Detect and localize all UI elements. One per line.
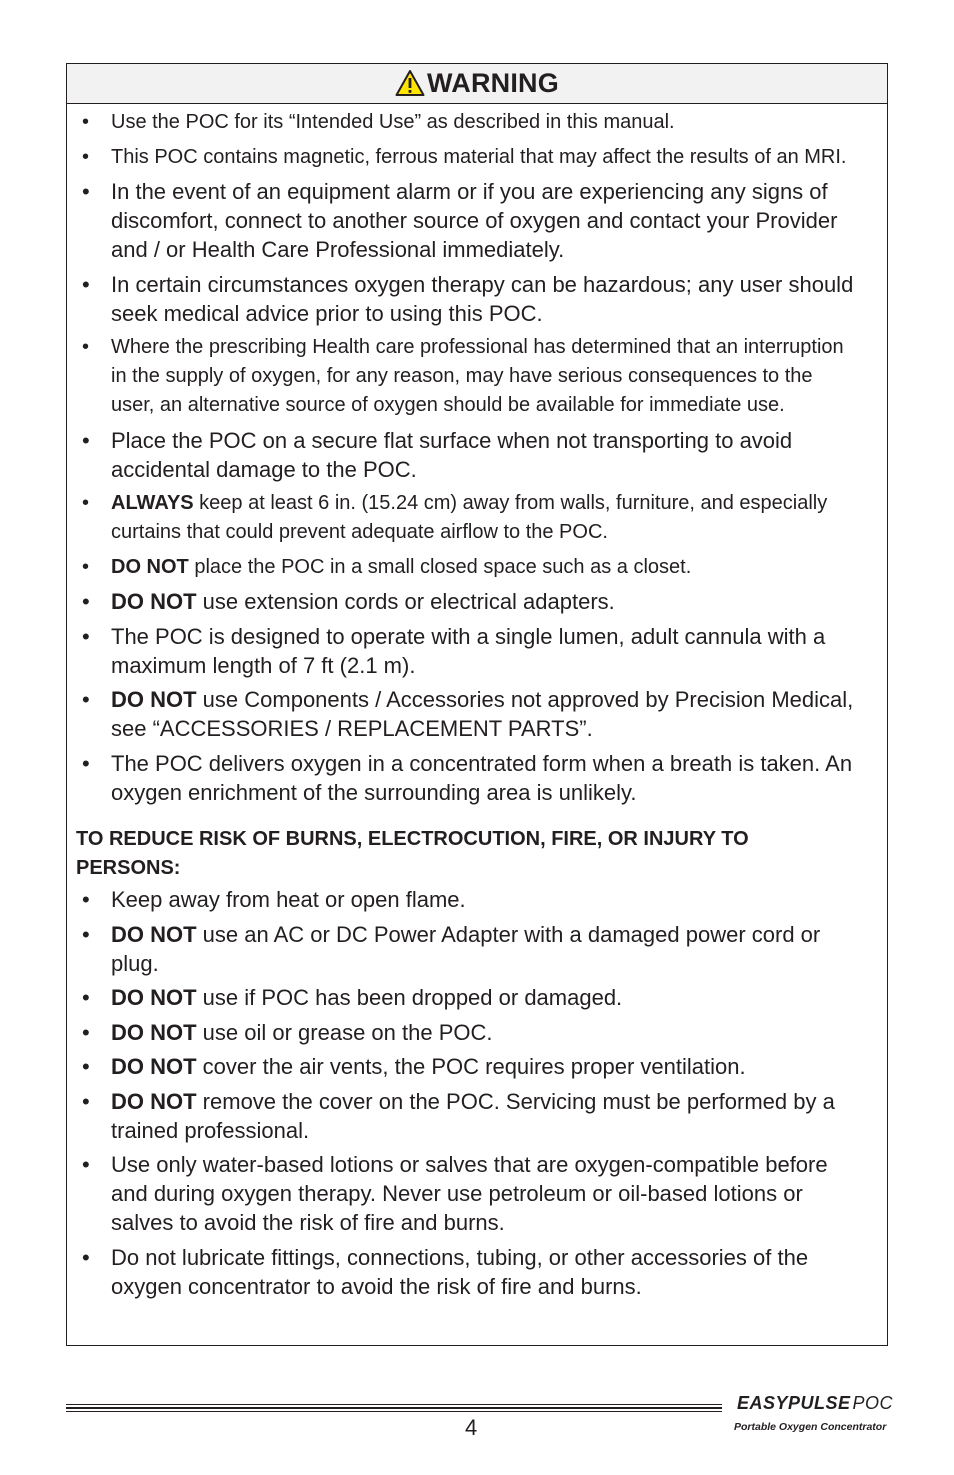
list-item-text: Where the prescribing Health care professional has determined that an interruption in the supply of oxygen, for any reason, may have serious consequences to the user, an alternative source of oxygen should be available for immediate use.: [111, 336, 844, 416]
list-item-text: Keep away from heat or open flame.: [111, 887, 466, 912]
bullet-icon: •: [82, 921, 90, 947]
brand-poc: POC: [852, 1393, 894, 1413]
bullet-icon: •: [82, 750, 90, 776]
list-item-text: The POC delivers oxygen in a concentrated form when a breath is taken. An oxygen enrichment of the surrounding area is unlikely.: [111, 750, 853, 805]
list-item-text: Use the POC for its “Intended Use” as described in this manual.: [111, 111, 675, 133]
bullet-icon: •: [82, 589, 90, 614]
emphasis-label: DO NOT: [111, 589, 197, 614]
list-item-text: In the event of an equipment alarm or if you are experiencing any signs of discomfort, connect to another source of oxygen and contact your Provider and / or Health Care Professional immediately.: [111, 179, 838, 262]
list-item: [67, 177, 887, 264]
list-item-text: The POC is designed to operate with a single lumen, adult cannula with a maximum length of 7 ft (2.1 m).: [111, 623, 826, 678]
bullet-icon: •: [82, 985, 90, 1010]
list-item: [67, 553, 887, 582]
list-item: [67, 587, 887, 616]
list-item: [67, 1018, 887, 1047]
list-item-text: use if POC has been dropped or damaged.: [196, 985, 623, 1010]
emphasis-label: ALWAYS: [111, 492, 194, 514]
list-item-text: cover the air vents, the POC requires proper ventilation.: [196, 1054, 746, 1079]
list-item: [67, 1243, 887, 1301]
warning-triangle-icon: [395, 69, 425, 97]
bullet-icon: •: [82, 887, 90, 912]
section-heading-burns: TO REDUCE RISK OF BURNS, ELECTROCUTION, FIRE, OR INJURY TO PERSONS:: [76, 828, 749, 879]
emphasis-label: DO NOT: [111, 921, 197, 947]
list-item-text: Place the POC on a secure flat surface when not transporting to avoid accidental damage to the POC.: [111, 427, 793, 482]
list-item: [67, 489, 887, 547]
bullet-icon: •: [82, 555, 90, 578]
footer-rule-top: [66, 1404, 722, 1405]
list-item: [67, 1052, 887, 1081]
brand-subtitle: Portable Oxygen Concentrator: [734, 1421, 887, 1433]
list-item-text: use oil or grease on the POC.: [196, 1019, 493, 1045]
warning-box: [66, 63, 888, 1346]
list-item-text: use extension cords or electrical adapters.: [196, 589, 615, 614]
list-item: [67, 426, 887, 484]
list-item: [67, 143, 887, 172]
bullet-icon: •: [82, 1152, 90, 1177]
emphasis-label: DO NOT: [111, 555, 189, 578]
bullet-icon: •: [82, 427, 90, 453]
list-item: [67, 270, 887, 328]
list-item: [67, 622, 887, 680]
list-item: [67, 983, 887, 1012]
bullet-icon: •: [82, 1054, 90, 1079]
list-item: [67, 108, 887, 137]
list-item: [67, 1087, 887, 1145]
list-item: [67, 920, 887, 978]
emphasis-label: DO NOT: [111, 687, 197, 712]
list-item-text: Do not lubricate fittings, connections, tubing, or other accessories of the oxygen concentrator to avoid the risk of fire and burns.: [111, 1244, 809, 1299]
bullet-icon: •: [82, 179, 90, 204]
list-item-text: remove the cover on the POC. Servicing must be performed by a trained professional.: [111, 1088, 835, 1143]
bullet-icon: •: [82, 687, 90, 712]
bullet-icon: •: [82, 492, 90, 514]
list-item: [67, 1150, 887, 1237]
list-item: [67, 885, 887, 914]
bullet-icon: •: [82, 145, 90, 168]
bullet-icon: •: [82, 336, 90, 358]
list-item-text: In certain circumstances oxygen therapy can be hazardous; any user should seek medical advice prior to using this POC.: [111, 271, 854, 326]
brand-name: EASYPULSE: [737, 1393, 851, 1413]
emphasis-label: DO NOT: [111, 1088, 197, 1114]
list-item-text: keep at least 6 in. (15.24 cm) away from walls, furniture, and especially curtains that could prevent adequate airflow to the POC.: [111, 492, 828, 543]
brand-logo: [737, 1393, 893, 1414]
footer-rule-middle: [66, 1407, 722, 1409]
bullet-icon: •: [82, 111, 90, 133]
bullet-icon: •: [82, 1019, 90, 1045]
list-item-text: use an AC or DC Power Adapter with a damaged power cord or plug.: [111, 921, 821, 976]
emphasis-label: DO NOT: [111, 1054, 197, 1079]
bullet-icon: •: [82, 623, 90, 649]
list-item: [67, 749, 887, 807]
list-item-text: This POC contains magnetic, ferrous material that may affect the results of an MRI.: [111, 145, 847, 168]
warning-header: [67, 64, 887, 104]
list-item-text: use Components / Accessories not approved by Precision Medical, see “ACCESSORIES / REPLACEMENT PARTS”.: [111, 687, 854, 741]
list-item-text: place the POC in a small closed space such as a closet.: [188, 555, 692, 578]
list-item-text: Use only water-based lotions or salves that are oxygen-compatible before and during oxygen therapy. Never use petroleum or oil-based lotions or salves to avoid the risk of fire and burns.: [111, 1152, 828, 1235]
emphasis-label: DO NOT: [111, 1019, 197, 1045]
page-number: 4: [465, 1415, 478, 1440]
warning-list-burns: [67, 885, 887, 1301]
warning-list-general: [67, 108, 887, 807]
footer-rule-bottom: [66, 1411, 722, 1412]
list-item: [67, 685, 887, 743]
emphasis-label: DO NOT: [111, 985, 197, 1010]
bullet-icon: •: [82, 1244, 90, 1270]
list-item: [67, 333, 887, 420]
bullet-icon: •: [82, 271, 90, 297]
warning-content: [67, 104, 887, 1301]
warning-title: WARNING: [427, 68, 559, 98]
bullet-icon: •: [82, 1088, 90, 1114]
